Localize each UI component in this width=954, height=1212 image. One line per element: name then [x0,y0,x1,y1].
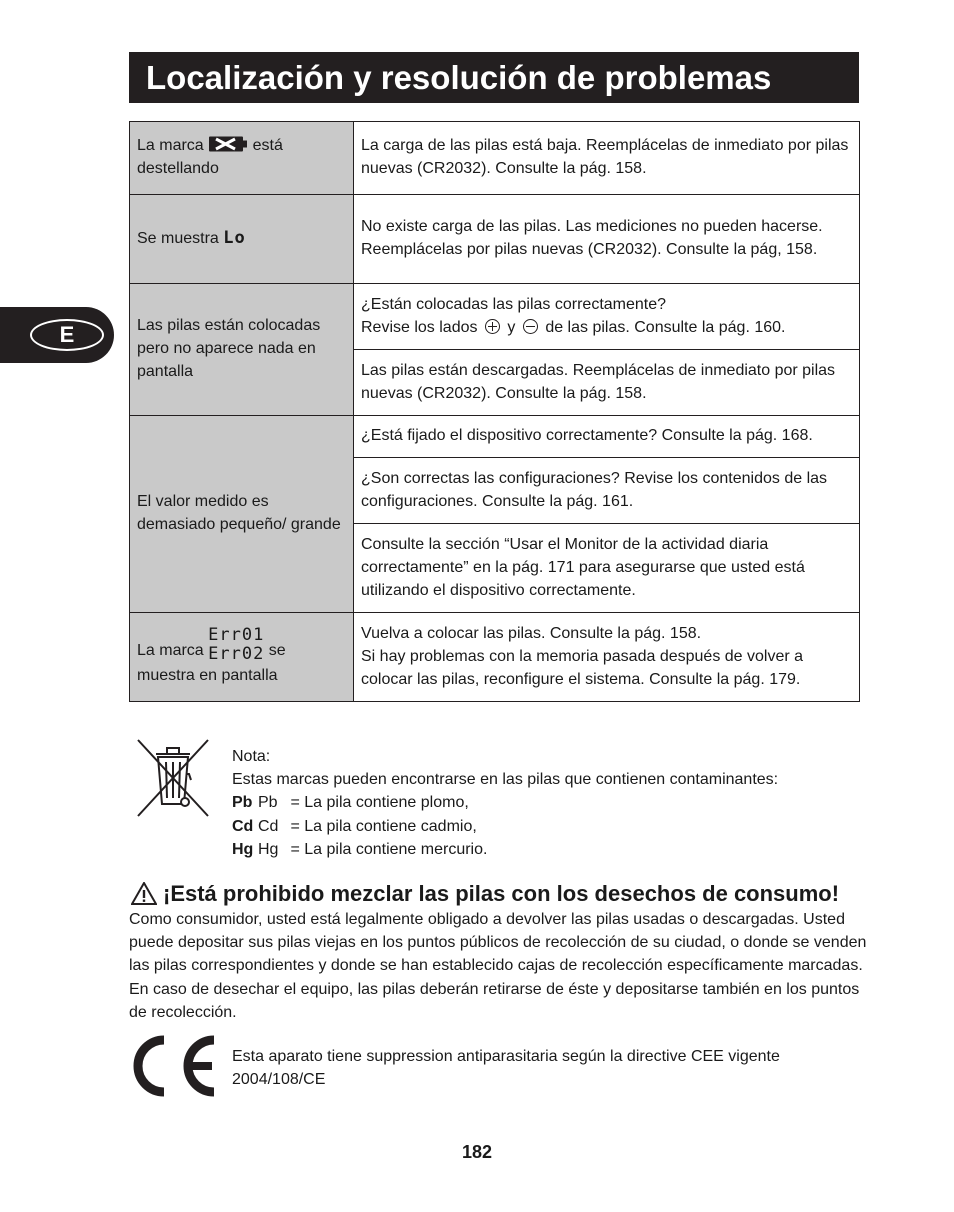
note-item: Cd Cd = La pila contiene cadmio, [232,817,477,835]
minus-terminal-icon [523,319,538,334]
solution-cell: Vuelva a colocar las pilas. Consulte la pág. 158. Si hay problemas con la memoria pasada después de volver a colocar las pilas, reconfigure el sistema. Consulte la pág. 179. [354,613,860,702]
language-tab-label: E [30,319,104,351]
table-row [130,613,860,702]
language-tab [0,307,114,363]
condition-cell: Se muestra Lo [130,195,354,284]
solution-cell: ¿Está fijado el dispositivo correctamente? Consulte la pág. 168. [354,416,860,458]
condition-cell: El valor medido es demasiado pequeño/ grande [130,416,354,613]
solution-cell: Las pilas están descargadas. Reemplácelas de inmediato por pilas nuevas (CR2032). Consulte la pág. 158. [354,350,860,416]
warning-body: Como consumidor, usted está legalmente obligado a devolver las pilas usadas o descargadas. Usted puede depositar sus pilas viejas en los puntos públicos de recolección de su ciudad, o donde se venden las pilas correspondientes y donde se han establecido cajas de recolección específicamente marcadas. En caso de desechar el equipo, las pilas deberán retirarse de éste y depositarse también en los puntos de recolección. [129,911,867,1021]
plus-terminal-icon [485,319,500,334]
lo-display-icon: Lo [223,227,246,248]
condition-cell: Las pilas están colocadas pero no aparece nada en pantalla [130,284,354,416]
page-title: Localización y resolución de problemas [129,52,859,103]
error-codes [208,626,264,664]
table-row [130,416,860,458]
table-row [130,284,860,350]
note-item: Hg Hg = La pila contiene mercurio. [232,840,488,858]
battery-note [232,745,778,861]
solution-cell: ¿Son correctas las configuraciones? Revise los contenidos de las configuraciones. Consulte la pág. 161. [354,458,860,524]
page-number: 182 [461,1142,493,1162]
solution-cell: No existe carga de las pilas. Las mediciones no pueden hacerse. Reemplácelas por pilas nuevas (CR2032). Consulte la pág, 158. [354,195,860,284]
condition-cell: La marca está destellando [130,122,354,195]
table-row [130,122,860,195]
note-item: Pb Pb = La pila contiene plomo, [232,794,469,812]
solution-cell: ¿Están colocadas las pilas correctamente? Revise los lados y de las pilas. Consulte la pág. 160. [354,284,860,350]
err01-display-icon: Err01 [208,624,265,645]
crossed-out-bin-icon [136,738,210,818]
solution-cell: La carga de las pilas está baja. Reemplácelas de inmediato por pilas nuevas (CR2032). Consulte la pág. 158. [354,122,860,195]
note-heading: Nota: [232,748,271,765]
solution-cell: Consulte la sección “Usar el Monitor de la actividad diaria correctamente” en la pág. 171 para asegurarse que usted está utilizando el dispositivo correctamente. [354,524,860,613]
warning-triangle-icon [131,882,157,905]
condition-cell: La marca Err01 Err02 se muestra en pantalla [130,613,354,702]
note-text: Estas marcas pueden encontrarse en las pilas que contienen contaminantes: [232,771,779,789]
warning-heading: ¡Está prohibido mezclar las pilas con los desechos de consumo! [131,880,839,908]
err02-display-icon: Err02 [208,643,265,664]
ce-mark-icon [128,1034,218,1098]
table-row [130,195,860,284]
troubleshooting-table [129,121,860,702]
battery-low-icon [208,135,248,153]
ce-statement: Esta aparato tiene suppression antiparasitaria según la directive CEE vigente 2004/108/CE [232,1048,780,1089]
